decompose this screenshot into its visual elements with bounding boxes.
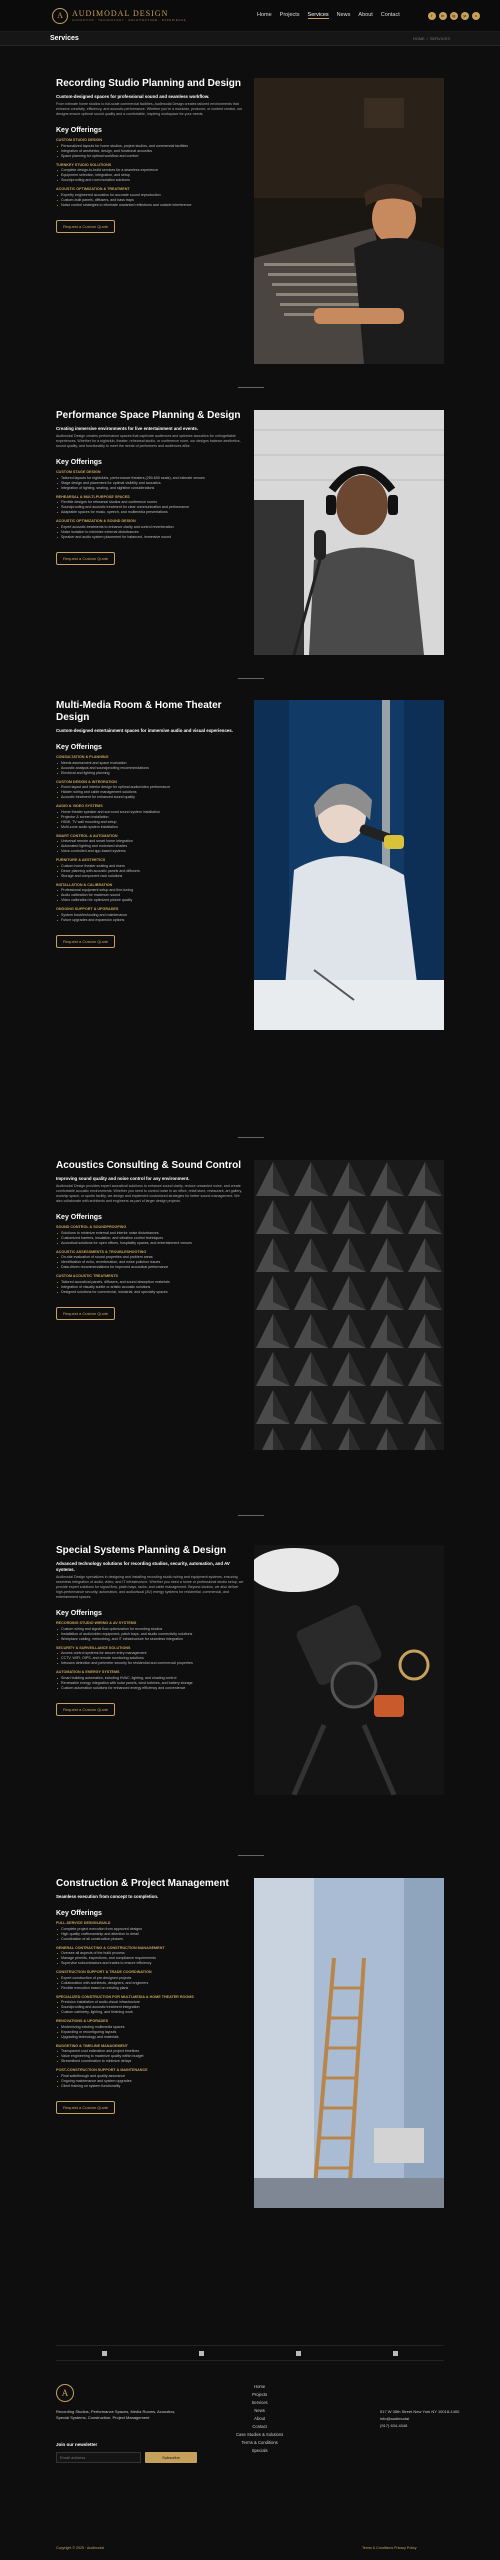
offering-item: Soundproofing and acoustic treatment for clear communication and performance <box>56 505 246 510</box>
offering-item: Supervise subcontractors and trades to ensure efficiency <box>56 1961 246 1966</box>
offering-item: Future upgrades and expansion options <box>56 918 246 923</box>
offering-category: CUSTOM ACOUSTIC TREATMENTS <box>56 1274 119 1278</box>
footer-link-about[interactable]: About <box>254 2416 266 2421</box>
offering-item: Tailored layouts for nightclubs, performance theaters (250-600 seats), and intimate venues <box>56 476 246 481</box>
offering-item: Hidden wiring and cable management solutions <box>56 790 246 795</box>
calendar-icon[interactable] <box>393 2351 398 2356</box>
offering-item: Acoustical solutions for open offices, hospitality spaces, and entertainment venues <box>56 1241 246 1246</box>
offering-category: SPECIALIZED CONSTRUCTION FOR MULTI-MEDIA & HOME THEATER ROOMS <box>56 1994 194 1999</box>
nav-services[interactable]: Services <box>307 12 329 18</box>
offering-item: Integration of aesthetics, design, and functional acoustics <box>56 149 246 154</box>
offering-item: Renewable energy integration with solar panels, wind turbines, and battery storage <box>56 1681 246 1686</box>
offering-item: Workplace cabling, networking, and IT infrastructure for seamless integration <box>56 1637 246 1642</box>
section-text <box>56 410 246 565</box>
section-text <box>56 78 246 233</box>
offering-item: Flexible designs for rehearsal studios and conference rooms <box>56 500 246 505</box>
location-icon[interactable] <box>296 2351 301 2356</box>
email-icon[interactable] <box>199 2351 204 2356</box>
social-links <box>428 12 480 20</box>
section-title: Special Systems Planning & Design <box>56 1545 227 1556</box>
offering-category: INSTALLATION & CALIBRATION <box>56 882 113 887</box>
offering-item: Flexible execution based on existing plans <box>56 1986 246 1991</box>
main-nav <box>257 12 400 19</box>
x-icon[interactable]: x <box>472 12 480 20</box>
offering-item: Custom cabinetry, lighting, and finishing work <box>56 2010 246 2015</box>
offering-item: Transparent cost estimation and project timelines <box>56 2049 246 2054</box>
request-quote-button[interactable]: Request a Custom Quote <box>56 2101 115 2114</box>
offering-item: Personalized layouts for home studios, project studios, and commercial facilities <box>56 144 246 149</box>
offering-item: Speaker and audio system placement for balanced, immersive sound <box>56 535 246 540</box>
section-subtitle: Seamless execution from concept to completion. <box>56 1894 159 1899</box>
footer-link-news[interactable]: News <box>254 2408 265 2413</box>
section-text <box>56 700 246 948</box>
offering-item: Complete design-to-build services for a seamless experience <box>56 168 246 173</box>
request-quote-button[interactable]: Request a Custom Quote <box>56 935 115 948</box>
acoustic-foam-photo <box>254 1160 444 1450</box>
offering-item: Acoustic analysis and soundproofing recommendations <box>56 766 246 771</box>
offering-item: Streamlined coordination to minimize delays <box>56 2059 246 2064</box>
offering-item: Multi-zone audio system installation <box>56 825 246 830</box>
footer-link-services[interactable]: Services <box>251 2400 268 2405</box>
offering-category: CUSTOM STUDIO DESIGN <box>56 138 103 142</box>
offering-item: Designed solutions for commercial, industrial, and specialty spaces <box>56 1290 246 1295</box>
offering-item: Storage and component rack solutions <box>56 874 246 879</box>
breadcrumb-current: SERVICES <box>429 36 450 41</box>
offering-item: Space planning for optimal workflow and comfort <box>56 154 246 159</box>
camera-rig-photo <box>254 1545 444 1795</box>
offering-item: Custom home theater seating and risers <box>56 864 246 869</box>
offering-item: Intrusion detection and perimeter security for residential and commercial properties <box>56 1661 246 1666</box>
offering-category: FULL-SERVICE DESIGN-BUILD <box>56 1921 111 1925</box>
service-section-acoustics <box>56 1160 441 1450</box>
offering-item: Audio calibration for maximum sound <box>56 893 246 898</box>
nav-contact[interactable]: Contact <box>380 12 400 18</box>
section-text <box>56 1545 246 1716</box>
key-offerings-heading: Key Offerings <box>56 1214 102 1221</box>
offering-category: ONGOING SUPPORT & UPGRADES <box>56 907 119 911</box>
offering-category: ACOUSTIC OPTIMIZATION & TREATMENT <box>56 187 130 191</box>
footer-link-specials[interactable]: Specials <box>251 2448 268 2453</box>
service-section-construction <box>56 1878 441 2348</box>
footer-phone[interactable]: (917) 634-4348 <box>380 2423 408 2428</box>
offering-category: CUSTOM DESIGN & INTEGRATION <box>56 779 117 784</box>
offering-item: Decor planning with acoustic panels and diffusers <box>56 869 246 874</box>
offering-item: Custom wiring and signal flow optimization for recording studios <box>56 1627 246 1632</box>
section-title: Construction & Project Management <box>56 1878 229 1889</box>
footer-link-case-studies[interactable]: Case Studies & Solutions <box>236 2432 284 2437</box>
offering-category: CONSULTATION & PLANNING <box>56 755 109 759</box>
phone-icon[interactable] <box>102 2351 107 2356</box>
podcaster-photo <box>254 410 444 655</box>
offering-category: TURNKEY STUDIO SOLUTIONS <box>56 162 112 167</box>
offering-item: HDMI, TV wall mounting and setup <box>56 820 246 825</box>
section-title: Performance Space Planning & Design <box>56 410 241 421</box>
offering-item: Room layout and interior design for optimal audio/video performance <box>56 785 246 790</box>
request-quote-button[interactable]: Request a Custom Quote <box>56 220 115 233</box>
offering-category: ACOUSTIC ASSESSMENTS & TROUBLESHOOTING <box>56 1249 147 1254</box>
facebook-icon[interactable]: f <box>428 12 436 20</box>
footer-link-home[interactable]: Home <box>254 2384 266 2389</box>
offering-category: RECORDING STUDIO WIRING & AV SYSTEMS <box>56 1621 137 1625</box>
subscribe-button[interactable]: Subscribe <box>145 2452 197 2463</box>
offering-item: Integration of visually subtle or artistic acoustic solutions <box>56 1285 246 1290</box>
offering-category: SMART CONTROL & AUTOMATION <box>56 833 118 838</box>
offering-category: ACOUSTIC OPTIMIZATION & SOUND DESIGN <box>56 519 136 523</box>
brand-logo[interactable] <box>52 8 202 24</box>
section-subtitle: Advanced technology solutions for recording studios, security, automation, and AV systems. <box>56 1561 230 1572</box>
offering-item: Final walkthrough and quality assurance <box>56 2074 246 2079</box>
section-text <box>56 1160 246 1320</box>
offering-item: Installation of audio/video equipment, patch bays, and studio connectivity solutions <box>56 1632 246 1637</box>
copyright: Copyright © 2025 · Audimodal <box>56 2546 104 2550</box>
footer-link-projects[interactable]: Projects <box>252 2392 268 2397</box>
site-header <box>0 0 500 32</box>
newsletter-label: Join our newsletter <box>56 2442 98 2447</box>
offering-item: Smart building automation, including HVAC, lighting, and shading control <box>56 1676 246 1681</box>
footer-address: 517 W 35th Street New York NY 10018-1400 <box>380 2409 460 2414</box>
offering-item: Complete project execution from approved designs <box>56 1927 246 1932</box>
offering-item: Needs assessment and space evaluation <box>56 761 246 766</box>
section-divider <box>238 1855 264 1856</box>
offering-item: Electrical and lighting planning <box>56 771 246 776</box>
offering-item: Universal remote and smart home integration <box>56 839 246 844</box>
nav-projects[interactable]: Projects <box>279 12 300 18</box>
key-offerings-heading: Key Offerings <box>56 744 102 751</box>
request-quote-button[interactable]: Request a Custom Quote <box>56 1703 115 1716</box>
offering-item: Upgrading technology and materials <box>56 2035 246 2040</box>
brand-tagline: ACOUSTICS · TECHNOLOGY · ARCHITECTURE · EXPERIENCE <box>72 18 187 22</box>
key-offerings-heading: Key Offerings <box>56 127 102 134</box>
offering-item: Solutions to minimize external and interior noise disturbances <box>56 1231 246 1236</box>
offering-item: Adaptable spaces for music, speech, and multimedia presentations <box>56 510 246 515</box>
newsletter-email-input[interactable] <box>56 2452 141 2463</box>
offering-item: Value engineering to maximize quality within budget <box>56 2054 246 2059</box>
offering-item: Expert acoustic treatments to enhance clarity and control reverberation <box>56 525 246 530</box>
section-title: Multi-Media Room & Home Theater Design <box>56 700 222 723</box>
instagram-icon[interactable]: ig <box>450 12 458 20</box>
offering-item: Acoustic treatment for enhanced sound quality <box>56 795 246 800</box>
breadcrumb-separator: / <box>426 36 428 41</box>
nav-home[interactable]: Home <box>257 12 272 18</box>
offering-item: Tailored acoustical panels, diffusers, and sound absorption materials <box>56 1280 246 1285</box>
offering-item: Custom-built panels, diffusers, and bass traps <box>56 198 246 203</box>
breadcrumb <box>413 36 450 41</box>
offering-item: Expert construction of pre-designed projects <box>56 1976 246 1981</box>
booth-vocalist-photo <box>254 700 444 1030</box>
offering-item: Precision installation of audio-visual infrastructure <box>56 2000 246 2005</box>
brand-name: AUDIMODAL DESIGN <box>72 9 169 18</box>
offering-item: Modernizing existing multimedia spaces <box>56 2025 246 2030</box>
offering-item: Ongoing maintenance and system upgrades <box>56 2079 246 2084</box>
offering-item: Manage permits, inspections, and compliance requirements <box>56 1956 246 1961</box>
section-paragraph: From intimate home studios to full-scale commercial facilities, Audimodal Design creates tailored environments that enhance creativity, efficiency, and acoustic performance. Whether you're a musician, producer, or content creator, our designs ensure optimal sound quality and a comfortable, inspiring workspace for your needs. <box>56 102 243 116</box>
offering-item: On-site evaluation of sound properties and problem areas <box>56 1255 246 1260</box>
footer-link-contact[interactable]: Contact <box>252 2424 267 2429</box>
footer-logo-icon[interactable]: A <box>56 2384 74 2402</box>
section-title: Acoustics Consulting & Sound Control <box>56 1160 241 1171</box>
footer-description: Recording Studios, Performance Spaces, Media Rooms, Acoustics, Special Systems, Construction, Project Management <box>56 2409 176 2420</box>
offering-category: POST-CONSTRUCTION SUPPORT & MAINTENANCE <box>56 2068 148 2072</box>
request-quote-button[interactable]: Request a Custom Quote <box>56 1307 115 1320</box>
offering-item: Stage design and placement for optimal visibility and acoustics <box>56 481 246 486</box>
linkedin-icon[interactable]: in <box>439 12 447 20</box>
section-paragraph: Audimodal Design creates performance spaces that captivate audiences and optimize acoustics for unforgettable experiences. Whether for a nightclub, theater, rehearsal studio, or conference room, our designs balance aesthetics, sound quality, and functionality to meet the needs of performers and audiences alike. <box>56 434 241 448</box>
icon-strip <box>56 2345 444 2361</box>
offering-item: Home theater speaker and surround sound system installation <box>56 810 246 815</box>
section-divider <box>238 1137 264 1138</box>
offering-item: Access control systems for secure entry management <box>56 1651 246 1656</box>
offering-category: FURNITURE & AESTHETICS <box>56 858 106 862</box>
footer-contact <box>380 2410 459 2428</box>
section-divider <box>238 1515 264 1516</box>
offering-item: Custom automation solutions for enhanced energy efficiency and convenience <box>56 1686 246 1691</box>
offering-item: Collaboration with architects, designers, and engineers <box>56 1981 246 1986</box>
offering-category: AUDIO & VIDEO SYSTEMS <box>56 804 103 808</box>
breadcrumb-home[interactable]: HOME <box>412 36 425 41</box>
offering-item: Professional equipment setup and fine-tuning <box>56 888 246 893</box>
section-subtitle: Custom-designed entertainment spaces for immersive audio and visual experiences. <box>56 728 233 733</box>
footer-links <box>236 2384 283 2453</box>
offering-item: Expanding or reconfiguring layouts <box>56 2030 246 2035</box>
offering-category: SOUND CONTROL & SOUNDPROOFING <box>56 1225 127 1229</box>
offering-category: AUTOMATION & ENERGY SYSTEMS <box>56 1670 120 1674</box>
section-divider <box>238 678 264 679</box>
page-title: Services <box>50 35 79 42</box>
offering-item: Soundproofing and acoustic treatment integration <box>56 2005 246 2010</box>
youtube-icon[interactable]: yt <box>461 12 469 20</box>
offering-item: Client training on system functionality <box>56 2084 246 2089</box>
section-paragraph: Audimodal Design provides expert acoustical solutions to enhance sound clarity, reduce unwanted noise, and create comfortable acoustic environments. Whether you need to control noise in an office, retail store, restaurant, art gallery, worship space, or sports facility, we design and implement customized strategies for better sound management. We also collaborate with architects and engineers as part of larger design projects. <box>56 1184 243 1203</box>
offering-item: System troubleshooting and maintenance <box>56 913 246 918</box>
offering-item: Oversee all aspects of the build process <box>56 1951 246 1956</box>
legal-links[interactable]: Terms & Conditions Privacy Policy <box>362 2546 417 2550</box>
offering-item: Noise isolation to minimize external disturbances <box>56 530 246 535</box>
key-offerings-heading: Key Offerings <box>56 1910 102 1917</box>
footer-email[interactable]: info@audimodal <box>380 2416 409 2421</box>
offering-item: Expertly engineered acoustics for accurate sound reproduction <box>56 193 246 198</box>
offering-item: Coordination of all construction phases <box>56 1937 246 1942</box>
offering-item: Identification of echo, reverberation, and noise pollution issues <box>56 1260 246 1265</box>
offering-item: Integration of lighting, seating, and sightline considerations <box>56 486 246 491</box>
nav-news[interactable]: News <box>336 12 351 18</box>
offering-item: Data-driven recommendations for improved acoustical performance <box>56 1265 246 1270</box>
service-section-performance <box>56 410 441 655</box>
offering-item: Customized barriers, insulation, and vibration control techniques <box>56 1236 246 1241</box>
offering-category: REHEARSAL & MULTI-PURPOSE SPACES <box>56 494 130 499</box>
offering-item: High-quality craftsmanship and attention to detail <box>56 1932 246 1937</box>
offering-item: Projector & screen installation <box>56 815 246 820</box>
offering-item: Automated lighting and motorized shades <box>56 844 246 849</box>
offering-category: RENOVATIONS & UPGRADES <box>56 2019 109 2023</box>
nav-about[interactable]: About <box>358 12 373 18</box>
site-footer <box>0 2362 500 2560</box>
section-text <box>56 1878 246 2114</box>
footer-link-terms[interactable]: Terms & Conditions <box>241 2440 278 2445</box>
offering-item: Equipment selection, integration, and setup <box>56 173 246 178</box>
logo-mark-icon: A <box>52 8 68 24</box>
section-subtitle: Improving sound quality and noise control for any environment. <box>56 1176 190 1181</box>
section-subtitle: Custom-designed spaces for professional sound and seamless workflow. <box>56 94 210 99</box>
offering-item: Voice-controlled and app-based systems <box>56 849 246 854</box>
section-divider <box>238 387 264 388</box>
offering-category: GENERAL CONTRACTING & CONSTRUCTION MANAGEMENT <box>56 1945 165 1950</box>
offering-item: Soundproofing and room isolation solutions <box>56 178 246 183</box>
section-title: Recording Studio Planning and Design <box>56 78 242 89</box>
service-section-recording <box>56 78 441 364</box>
section-subtitle: Creating immersive environments for live entertainment and events. <box>56 426 199 431</box>
key-offerings-heading: Key Offerings <box>56 459 102 466</box>
key-offerings-heading: Key Offerings <box>56 1610 102 1617</box>
offering-item: Video calibration for optimized picture quality <box>56 898 246 903</box>
studio-engineer-photo <box>254 78 444 364</box>
offering-category: SECURITY & SURVEILLANCE SOLUTIONS <box>56 1645 131 1650</box>
page-title-bar <box>0 32 500 46</box>
construction-site-photo <box>254 1878 444 2208</box>
request-quote-button[interactable]: Request a Custom Quote <box>56 552 115 565</box>
offering-item: CCTV, WIFI, OIPS, and remote monitoring solutions <box>56 1656 246 1661</box>
offering-item: Noise control strategies to eliminate unwanted reflections and outside interference <box>56 203 246 208</box>
service-section-home-theater <box>56 700 441 1030</box>
offering-category: CONSTRUCTION SUPPORT & TRADE COORDINATION <box>56 1970 152 1974</box>
service-section-special-systems <box>56 1545 441 1795</box>
offering-category: CUSTOM STAGE DESIGN <box>56 470 101 474</box>
offering-category: BUDGETING & TIMELINE MANAGEMENT <box>56 2043 128 2048</box>
section-paragraph: Audimodal Design specializes in designing and installing recording studio wiring and equipment systems, ensuring seamless integration of audio, video, and IT infrastructure. Whether you need a home or professional studio setup, we provide expert solutions for signal flow, patch bays, racks, and cable management. Beyond studios, we also deliver high-performance security, automation, and audiovisual (AV) energy systems for residential, commercial, and entertainment spaces. <box>56 1575 244 1599</box>
